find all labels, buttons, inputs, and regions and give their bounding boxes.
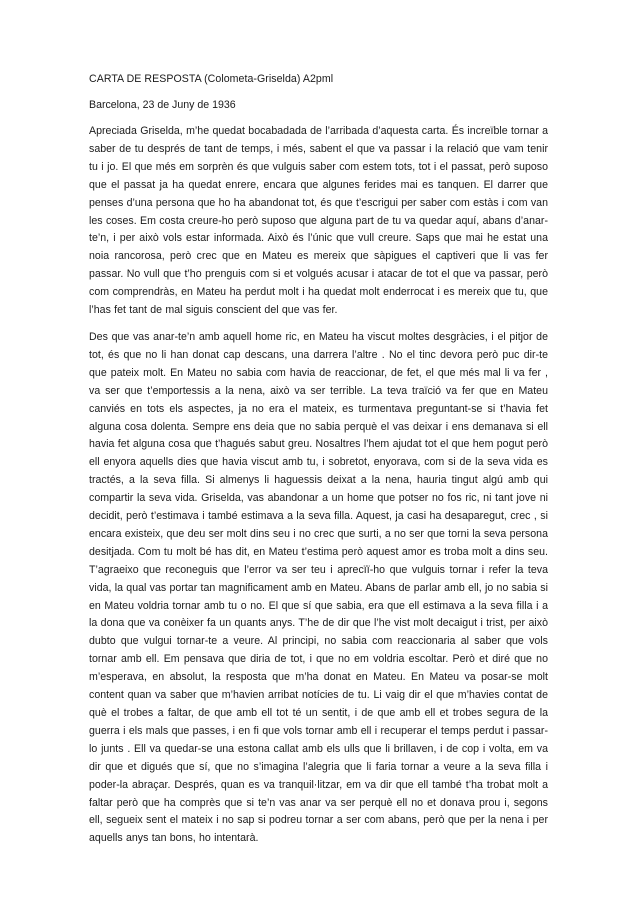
letter-body bbox=[89, 71, 548, 857]
letter-title: CARTA DE RESPOSTA (Colometa-Griselda) A2pml bbox=[89, 73, 334, 85]
letter-dateline: Barcelona, 23 de Juny de 1936 bbox=[89, 99, 236, 111]
paragraph: Apreciada Griselda, m’he quedat bocabadada de l’arribada d’aquesta carta. És increïble tornar a saber de tu després de tant de temps, i més, sabent el que va passar i la relació que vam tenir tu i jo. El que més em sorprèn és que vulguis saber com estem tots, tot i el passat, però suposo que el passat ja ha quedat enrere, encara que algunes ferides mai es tanquen. El darrer que penses d’una persona que ho ha abandonat tot, és que t’escrigui per saber com estàs i com van les coses. Em costa creure-ho però suposo que alguna part de tu va quedar aquí, abans d’anar-te’n, i per això vols estar informada. Això és l’únic que vull creure. Saps que mai he estat una noia rancorosa, però crec que en Mateu es mereix que sàpigues el captiveri que li vas fer passar. No vull que t’ho prenguis com si et volgués acusar i atacar de tot el que va passar, però com comprendràs, en Mateu ha perdut molt i ha quedat molt enderrocat i es mereix que tu, que l’has fet tant de mal siguis conscient del que vas fer. bbox=[89, 125, 548, 317]
paragraph: Des que vas anar-te’n amb aquell home ric, en Mateu ha viscut moltes desgràcies, i el pitjor de tot, és que no li han donat cap descans, una darrera l’altre . No el tinc devora però puc dir-te que pateix molt. En Mateu no sabia com havia de reaccionar, de fet, el que més mal li va fer , va ser que t’emportessis a la nena, això va ser terrible. La teva traïció va fer que en Mateu canviés en tots els aspectes, ja no era el mateix, es turmentava preguntant-se si t’havia fet alguna cosa dolenta. Sempre ens deia que no sabia perquè el vas deixar i ens demanava si ell havia fet alguna cosa que t’hagués sabut greu. Nosaltres l’hem ajudat tot el que hem pogut però ell enyora aquells dies que havia viscut amb tu, i sobretot, enyorava, com si de la seva vida es tractés, a la seva filla. Si almenys li haguessis deixat a la nena, hauria tingut algú amb qui compartir la seva vida. Griselda, vas abandonar a un home que potser no fos ric, ni tant jove ni decidit, però t’estimava i també estimava a la seva filla. Aquest, ja casi ha desaparegut, crec , si encara existeix, que deu ser molt dins seu i no crec que surti, a no ser que torni la seva persona desitjada. Com tu molt bé has dit, en Mateu t’estima però aquest amor es troba molt a dins seu. T’agraeixo que reconeguis que l’error va ser teu i aprecïï-ho que vulguis tornar i refer la teva vida, la qual vas portar tan magnificament amb en Mateu. Abans de parlar amb ell, jo no sabia si en Mateu voldria tornar amb tu o no. El que sí que sabia, era que ell estimava a la seva filla i a la dona que va conèixer fa un quants anys. T’he de dir que l’he vist molt decaigut i trist, per això dubto que vulgui tornar-te a veure. Al principi, no sabia com reaccionaria al saber que vols tornar amb ell. Em pensava que diria de tot, i que no em voldria escoltar. Però et diré que no m’esperava, en absolut, la resposta que m’ha donat en Mateu. En Mateu va posar-se molt content quan va saber que m’havien arribat notícies de tu. Li vaig dir el que m’havies contat de què el trobes a faltar, de que amb ell tot té un sentit, i de que amb ell et trobes segura de la guerra i els mals que passes, i en fi que vols tornar amb ell i recuperar el temps perdut i passar-lo junts . Ell va quedar-se una estona callat amb els ulls que li brillaven, i de cop i volta, em va dir que et digués que sí, que no s’imagina l’alegria que li faria tornar a veure a la seva filla i poder-la abraçar. Després, quan es va tranquil·litzar, em va dir que ell també t’ha trobat molt a faltar però que ha comprès que si te’n vas anar va ser perquè ell no et donava prou i, segons ell, segueix sent el mateix i no sap si podreu tornar a ser com abans, però que per la nena i per aquells anys tan bons, ho intentarà. bbox=[89, 330, 548, 845]
